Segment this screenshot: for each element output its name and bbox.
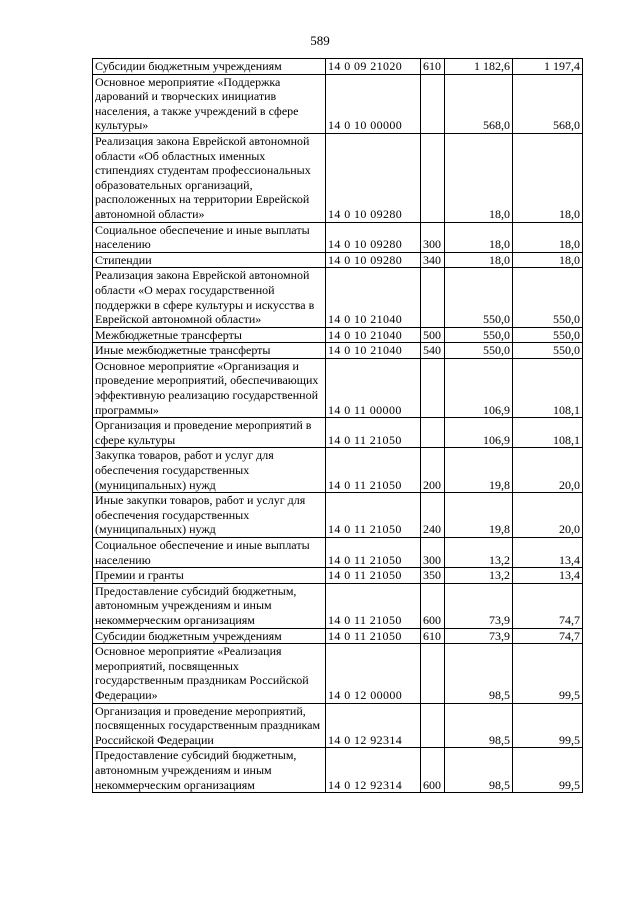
row-vr: 540 bbox=[421, 343, 445, 359]
row-vr: 300 bbox=[421, 222, 445, 252]
row-value-2: 550,0 bbox=[513, 268, 583, 327]
row-value-2: 550,0 bbox=[513, 327, 583, 343]
row-vr: 300 bbox=[421, 538, 445, 568]
row-value-2: 13,4 bbox=[513, 538, 583, 568]
row-value-2: 13,4 bbox=[513, 568, 583, 584]
row-value-1: 1 182,6 bbox=[445, 59, 513, 75]
row-value-2: 18,0 bbox=[513, 222, 583, 252]
row-vr bbox=[421, 703, 445, 748]
row-code: 14 0 11 21050 bbox=[326, 583, 421, 628]
table-row bbox=[93, 538, 583, 568]
row-value-2: 99,5 bbox=[513, 748, 583, 793]
row-value-2: 108,1 bbox=[513, 358, 583, 417]
row-code: 14 0 11 00000 bbox=[326, 358, 421, 417]
table-row bbox=[93, 268, 583, 327]
row-value-1: 13,2 bbox=[445, 538, 513, 568]
row-code: 14 0 11 21050 bbox=[326, 493, 421, 538]
row-value-1: 106,9 bbox=[445, 358, 513, 417]
row-code: 14 0 11 21050 bbox=[326, 568, 421, 584]
row-vr bbox=[421, 418, 445, 448]
row-code: 14 0 10 00000 bbox=[326, 74, 421, 133]
row-name: Основное мероприятие «Организация и проведение мероприятий, обеспечивающих эффективную реализацию государственной программы» bbox=[93, 358, 326, 417]
row-code: 14 0 11 21050 bbox=[326, 538, 421, 568]
row-name: Иные межбюджетные трансферты bbox=[93, 343, 326, 359]
row-value-1: 568,0 bbox=[445, 74, 513, 133]
row-name: Субсидии бюджетным учреждениям bbox=[93, 59, 326, 75]
row-name: Социальное обеспечение и иные выплаты населению bbox=[93, 222, 326, 252]
row-value-1: 550,0 bbox=[445, 268, 513, 327]
row-code: 14 0 09 21020 bbox=[326, 59, 421, 75]
row-code: 14 0 12 92314 bbox=[326, 748, 421, 793]
row-vr bbox=[421, 133, 445, 222]
table-row bbox=[93, 583, 583, 628]
row-name: Организация и проведение мероприятий в сфере культуры bbox=[93, 418, 326, 448]
row-value-1: 18,0 bbox=[445, 133, 513, 222]
budget-table bbox=[92, 58, 583, 793]
row-value-2: 550,0 bbox=[513, 343, 583, 359]
row-vr bbox=[421, 358, 445, 417]
row-name: Социальное обеспечение и иные выплаты населению bbox=[93, 538, 326, 568]
row-name: Премии и гранты bbox=[93, 568, 326, 584]
row-value-2: 1 197,4 bbox=[513, 59, 583, 75]
row-name: Предоставление субсидий бюджетным, автономным учреждениям и иным некоммерческим организациям bbox=[93, 583, 326, 628]
row-name: Субсидии бюджетным учреждениям bbox=[93, 628, 326, 644]
row-name: Межбюджетные трансферты bbox=[93, 327, 326, 343]
row-value-1: 106,9 bbox=[445, 418, 513, 448]
row-code: 14 0 12 92314 bbox=[326, 703, 421, 748]
row-vr: 610 bbox=[421, 628, 445, 644]
table-row bbox=[93, 418, 583, 448]
row-code: 14 0 10 09280 bbox=[326, 252, 421, 268]
table-row bbox=[93, 59, 583, 75]
table-row bbox=[93, 358, 583, 417]
row-value-1: 73,9 bbox=[445, 583, 513, 628]
row-code: 14 0 11 21050 bbox=[326, 448, 421, 493]
table-row bbox=[93, 568, 583, 584]
table-row bbox=[93, 644, 583, 703]
row-code: 14 0 10 21040 bbox=[326, 327, 421, 343]
row-code: 14 0 10 09280 bbox=[326, 133, 421, 222]
row-value-2: 99,5 bbox=[513, 703, 583, 748]
table-row bbox=[93, 748, 583, 793]
row-code: 14 0 10 09280 bbox=[326, 222, 421, 252]
row-value-1: 18,0 bbox=[445, 222, 513, 252]
table-row bbox=[93, 133, 583, 222]
table-row bbox=[93, 327, 583, 343]
row-vr: 500 bbox=[421, 327, 445, 343]
row-value-2: 18,0 bbox=[513, 133, 583, 222]
row-value-1: 98,5 bbox=[445, 703, 513, 748]
row-name: Стипендии bbox=[93, 252, 326, 268]
table-row bbox=[93, 252, 583, 268]
row-code: 14 0 10 21040 bbox=[326, 343, 421, 359]
table-row bbox=[93, 74, 583, 133]
row-name: Иные закупки товаров, работ и услуг для обеспечения государственных (муниципальных) нужд bbox=[93, 493, 326, 538]
table-row bbox=[93, 448, 583, 493]
row-value-2: 74,7 bbox=[513, 628, 583, 644]
row-value-2: 108,1 bbox=[513, 418, 583, 448]
row-value-2: 20,0 bbox=[513, 493, 583, 538]
row-name: Основное мероприятие «Поддержка дарований и творческих инициатив населения, а также учреждений в сфере культуры» bbox=[93, 74, 326, 133]
table-row bbox=[93, 343, 583, 359]
row-vr: 610 bbox=[421, 59, 445, 75]
row-name: Реализация закона Еврейской автономной области «Об областных именных стипендиях студентам профессиональных образовательных организаций, расположенных на территории Еврейской автономной области» bbox=[93, 133, 326, 222]
row-name: Предоставление субсидий бюджетным, автономным учреждениям и иным некоммерческим организациям bbox=[93, 748, 326, 793]
row-vr: 600 bbox=[421, 748, 445, 793]
row-code: 14 0 11 21050 bbox=[326, 418, 421, 448]
table-row bbox=[93, 628, 583, 644]
row-value-1: 98,5 bbox=[445, 748, 513, 793]
row-vr: 200 bbox=[421, 448, 445, 493]
row-value-1: 73,9 bbox=[445, 628, 513, 644]
row-value-1: 98,5 bbox=[445, 644, 513, 703]
row-value-1: 550,0 bbox=[445, 343, 513, 359]
row-value-2: 20,0 bbox=[513, 448, 583, 493]
row-vr: 340 bbox=[421, 252, 445, 268]
row-code: 14 0 10 21040 bbox=[326, 268, 421, 327]
row-code: 14 0 12 00000 bbox=[326, 644, 421, 703]
row-value-1: 19,8 bbox=[445, 448, 513, 493]
row-vr bbox=[421, 268, 445, 327]
row-value-2: 568,0 bbox=[513, 74, 583, 133]
row-vr: 240 bbox=[421, 493, 445, 538]
row-value-2: 18,0 bbox=[513, 252, 583, 268]
row-name: Основное мероприятие «Реализация мероприятий, посвященных государственным праздникам Российской Федерации» bbox=[93, 644, 326, 703]
row-name: Организация и проведение мероприятий, посвященных государственным праздникам Российской Федерации bbox=[93, 703, 326, 748]
row-vr: 600 bbox=[421, 583, 445, 628]
row-vr: 350 bbox=[421, 568, 445, 584]
row-value-1: 13,2 bbox=[445, 568, 513, 584]
table-row bbox=[93, 222, 583, 252]
row-value-1: 550,0 bbox=[445, 327, 513, 343]
table-row bbox=[93, 703, 583, 748]
row-name: Реализация закона Еврейской автономной области «О мерах государственной поддержки в сфере культуры и искусства в Еврейской автономной области» bbox=[93, 268, 326, 327]
table-row bbox=[93, 493, 583, 538]
row-vr bbox=[421, 74, 445, 133]
row-value-1: 18,0 bbox=[445, 252, 513, 268]
row-code: 14 0 11 21050 bbox=[326, 628, 421, 644]
row-value-2: 74,7 bbox=[513, 583, 583, 628]
row-value-2: 99,5 bbox=[513, 644, 583, 703]
row-name: Закупка товаров, работ и услуг для обеспечения государственных (муниципальных) нужд bbox=[93, 448, 326, 493]
row-value-1: 19,8 bbox=[445, 493, 513, 538]
page-number: 589 bbox=[310, 33, 330, 48]
row-vr bbox=[421, 644, 445, 703]
